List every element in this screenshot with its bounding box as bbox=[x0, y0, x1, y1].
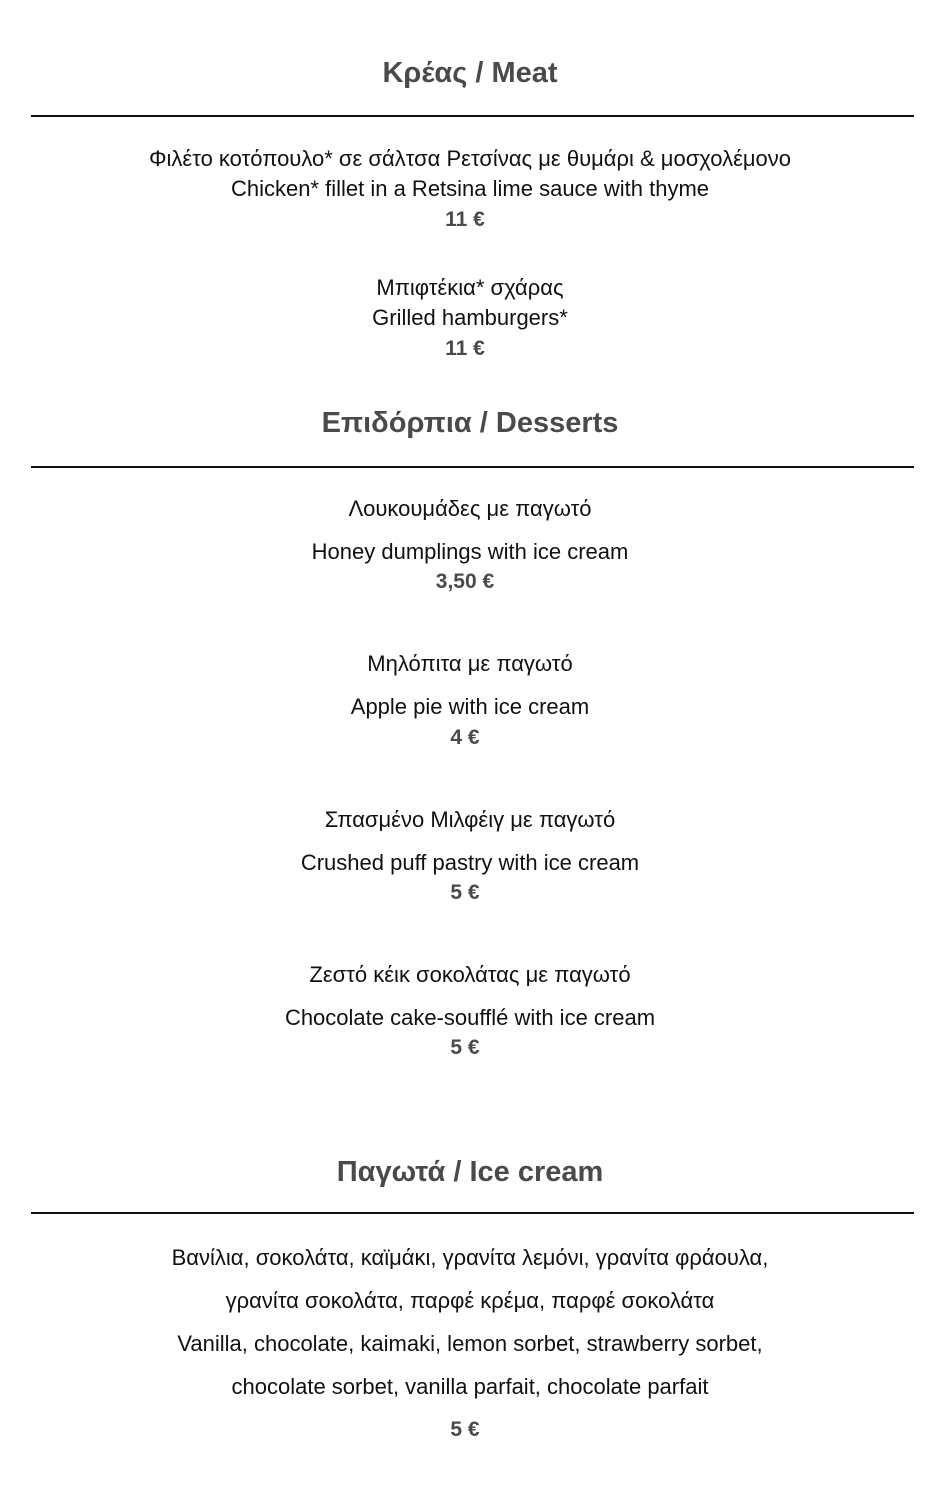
item-name-english: Apple pie with ice cream bbox=[350, 694, 590, 719]
section-divider bbox=[31, 466, 914, 468]
section-heading-meat: Κρέας / Meat bbox=[382, 57, 558, 89]
flavors-line-greek: γρανίτα σοκολάτα, παρφέ κρέμα, παρφέ σοκολάτα bbox=[225, 1288, 715, 1313]
item-price: 11 € bbox=[445, 208, 485, 231]
flavors-line-greek: Βανίλια, σοκολάτα, καϊμάκι, γρανίτα λεμόνι, γρανίτα φράουλα, bbox=[171, 1245, 769, 1270]
item-price: 5 € bbox=[450, 1418, 480, 1441]
item-name-greek: Μηλόπιτα με παγωτό bbox=[367, 651, 573, 676]
item-name-greek: Μπιφτέκια* σχάρας bbox=[376, 275, 564, 300]
item-price: 5 € bbox=[450, 881, 480, 904]
section-divider bbox=[31, 115, 914, 117]
section-divider bbox=[31, 1212, 914, 1214]
flavors-line-english: chocolate sorbet, vanilla parfait, chocolate parfait bbox=[231, 1374, 709, 1399]
item-name-greek: Φιλέτο κοτόπουλο* σε σάλτσα Ρετσίνας με θυμάρι & μοσχολέμονο bbox=[148, 146, 792, 171]
item-name-greek: Λουκουμάδες με παγωτό bbox=[348, 496, 592, 521]
item-price: 4 € bbox=[450, 726, 480, 749]
item-name-english: Chicken* fillet in a Retsina lime sauce with thyme bbox=[230, 176, 710, 201]
item-price: 11 € bbox=[445, 337, 485, 360]
section-heading-desserts: Επιδόρπια / Desserts bbox=[321, 407, 619, 439]
item-name-english: Grilled hamburgers* bbox=[372, 305, 568, 330]
item-name-english: Chocolate cake-soufflé with ice cream bbox=[284, 1005, 656, 1030]
item-name-greek: Σπασμένο Μιλφέιγ με παγωτό bbox=[324, 807, 616, 832]
item-name-greek: Ζεστό κέικ σοκολάτας με παγωτό bbox=[309, 962, 631, 987]
item-name-english: Honey dumplings with ice cream bbox=[311, 539, 629, 564]
item-price: 5 € bbox=[450, 1036, 480, 1059]
section-heading-ice-cream: Παγωτά / Ice cream bbox=[336, 1156, 604, 1188]
flavors-line-english: Vanilla, chocolate, kaimaki, lemon sorbet, strawberry sorbet, bbox=[177, 1331, 763, 1356]
item-name-english: Crushed puff pastry with ice cream bbox=[300, 850, 640, 875]
item-price: 3,50 € bbox=[435, 570, 495, 593]
